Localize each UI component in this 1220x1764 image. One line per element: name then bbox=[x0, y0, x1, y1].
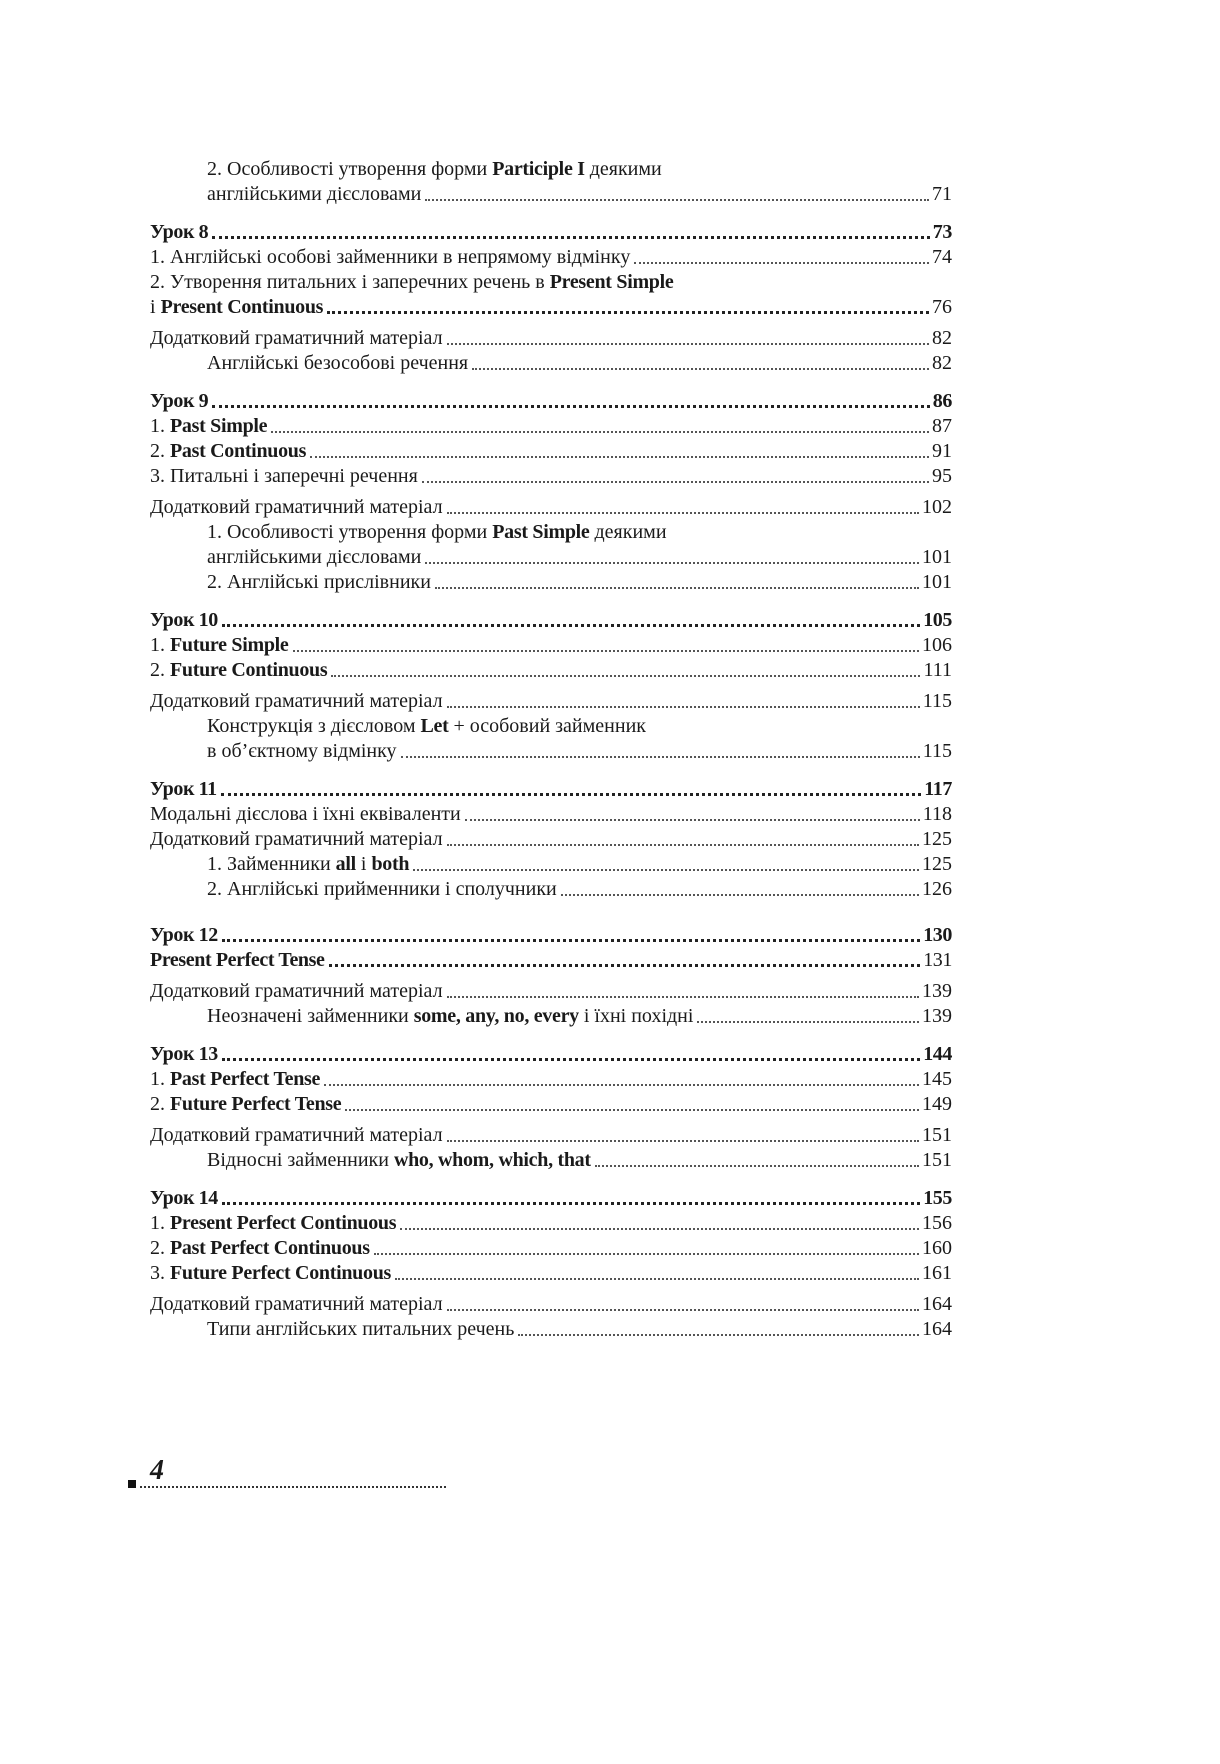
toc-dot-leader bbox=[222, 1202, 920, 1205]
toc-page-number: 126 bbox=[922, 878, 952, 900]
toc-dot-leader bbox=[293, 650, 919, 652]
toc-text: 1. bbox=[150, 634, 170, 656]
toc-page-number: 91 bbox=[932, 440, 952, 462]
toc-dot-leader bbox=[447, 343, 929, 345]
toc-page-number: 117 bbox=[924, 778, 952, 800]
toc-entry-row bbox=[150, 877, 952, 902]
toc-page-number: 74 bbox=[932, 246, 952, 268]
toc-text: Додатковий граматичний матеріал bbox=[150, 496, 443, 518]
toc-text: Англійські безособові речення bbox=[207, 352, 469, 374]
toc-dot-leader bbox=[595, 1165, 919, 1167]
toc-page-number: 86 bbox=[932, 390, 952, 412]
toc-entry-row bbox=[150, 739, 952, 764]
toc-dot-leader bbox=[395, 1278, 919, 1280]
toc-text: деякими bbox=[589, 521, 667, 543]
toc-text: 1. bbox=[150, 1068, 170, 1090]
toc-text: Додатковий граматичний матеріал bbox=[150, 980, 443, 1002]
toc-page-number: 73 bbox=[932, 221, 952, 243]
toc-text: 2. Утворення питальних і заперечних речень в bbox=[150, 271, 550, 293]
toc-page-number: 87 bbox=[932, 415, 952, 437]
toc-entry-row bbox=[150, 1292, 952, 1317]
toc-dot-leader bbox=[465, 819, 920, 821]
toc-term-bold: Present Simple bbox=[549, 271, 674, 293]
toc-term-bold: Future Simple bbox=[170, 634, 289, 656]
toc-page-number: 131 bbox=[923, 949, 952, 971]
toc-page-number: 105 bbox=[923, 609, 952, 631]
toc-text: 2. bbox=[150, 440, 170, 462]
toc-page-number: 151 bbox=[922, 1124, 952, 1146]
toc-text: 2. Англійські прислівники bbox=[207, 571, 431, 593]
toc-entry-label bbox=[207, 157, 662, 182]
toc-entry-label bbox=[150, 495, 443, 520]
toc-page-number: 82 bbox=[932, 352, 952, 374]
toc-dot-leader bbox=[447, 1140, 919, 1142]
toc-text: Додатковий граматичний матеріал bbox=[150, 690, 443, 712]
toc-text: і їхні похідні bbox=[578, 1005, 694, 1027]
toc-dot-leader bbox=[310, 456, 929, 458]
toc-entry-label bbox=[150, 1236, 370, 1261]
toc-entry-row bbox=[150, 245, 952, 270]
toc-entry-label bbox=[207, 852, 409, 877]
toc-heading-row bbox=[150, 389, 952, 414]
toc-page-number: 130 bbox=[923, 924, 952, 946]
toc-page-number: 155 bbox=[923, 1187, 952, 1209]
toc-dot-leader bbox=[472, 368, 929, 370]
toc-text: 1. bbox=[150, 1212, 170, 1234]
toc-text: Урок 14 bbox=[150, 1187, 218, 1209]
toc-dot-leader bbox=[345, 1109, 919, 1111]
toc-term-bold: all bbox=[335, 853, 356, 875]
toc-dot-leader bbox=[221, 793, 922, 796]
toc-spacer bbox=[150, 764, 952, 777]
toc-text: Урок 8 bbox=[150, 221, 209, 243]
toc-term-bold: both bbox=[371, 853, 410, 875]
toc-entry-label bbox=[207, 351, 468, 376]
toc-text: 1. Англійські особові займенники в непрямому відмінку bbox=[150, 246, 631, 268]
toc-dot-leader bbox=[222, 624, 920, 627]
toc-entry-label bbox=[150, 608, 218, 633]
toc-entry-label bbox=[207, 1317, 514, 1342]
toc-entry-row bbox=[150, 979, 952, 1004]
toc-spacer bbox=[150, 207, 952, 220]
toc-entry-row bbox=[150, 852, 952, 877]
toc-entry-label bbox=[150, 633, 289, 658]
toc-entry-label bbox=[150, 220, 208, 245]
toc-entry-label bbox=[150, 270, 673, 295]
toc-entry-row bbox=[150, 495, 952, 520]
toc-entry-label bbox=[150, 1186, 218, 1211]
toc-page-number: 111 bbox=[923, 659, 952, 681]
toc-page-number: 76 bbox=[932, 296, 952, 318]
toc-term-bold: Past Simple bbox=[170, 415, 268, 437]
toc-entry-label bbox=[150, 1261, 391, 1286]
toc-entry-row bbox=[150, 464, 952, 489]
toc-term-bold: Participle I bbox=[492, 158, 585, 180]
toc-entry-row bbox=[150, 1211, 952, 1236]
toc-entry-row bbox=[150, 1123, 952, 1148]
toc-text: Додатковий граматичний матеріал bbox=[150, 828, 443, 850]
toc-page-number: 101 bbox=[922, 546, 952, 568]
toc-entry-label bbox=[150, 1042, 218, 1067]
toc-text: 1. bbox=[150, 415, 170, 437]
toc-entry-label bbox=[150, 1123, 443, 1148]
toc-entry-label bbox=[207, 877, 557, 902]
toc-text: англійськими дієсловами bbox=[207, 546, 422, 568]
toc-text: деякими bbox=[584, 158, 662, 180]
toc-heading-row bbox=[150, 777, 952, 802]
toc-text: + особовий займенник bbox=[448, 715, 646, 737]
toc-dot-leader bbox=[422, 481, 929, 483]
toc-entry-row bbox=[150, 1236, 952, 1261]
toc-entry-row bbox=[150, 295, 952, 320]
toc-entry-row bbox=[150, 157, 952, 182]
toc-entry-row bbox=[150, 1067, 952, 1092]
toc-page-number: 71 bbox=[932, 183, 952, 205]
toc-page-number: 139 bbox=[922, 980, 952, 1002]
toc-entry-label bbox=[150, 979, 443, 1004]
toc-text: Урок 13 bbox=[150, 1043, 218, 1065]
toc-dot-leader bbox=[401, 756, 920, 758]
toc-page-number: 145 bbox=[922, 1068, 952, 1090]
toc-page-number: 106 bbox=[922, 634, 952, 656]
toc-page-number: 164 bbox=[922, 1318, 952, 1340]
toc-text: і bbox=[355, 853, 372, 875]
toc-entry-label bbox=[207, 714, 646, 739]
toc-term-bold: who, whom, which, that bbox=[393, 1149, 591, 1171]
toc-entry-label bbox=[150, 923, 218, 948]
toc-entry-row bbox=[150, 1317, 952, 1342]
toc-entry-row bbox=[150, 570, 952, 595]
toc-entry-row bbox=[150, 270, 952, 295]
toc-text: Модальні дієслова і їхні еквіваленти bbox=[150, 803, 461, 825]
toc-entry-row bbox=[150, 1092, 952, 1117]
toc-text: Відносні займенники bbox=[207, 1149, 394, 1171]
toc-entry-label bbox=[207, 739, 397, 764]
toc-text: Типи англійських питальних речень bbox=[207, 1318, 515, 1340]
toc-page-number: 118 bbox=[922, 803, 952, 825]
toc-text: Додатковий граматичний матеріал bbox=[150, 327, 443, 349]
toc-dot-leader bbox=[212, 405, 930, 408]
toc-dot-leader bbox=[425, 199, 929, 201]
toc-entry-label bbox=[150, 326, 443, 351]
toc-dot-leader bbox=[561, 894, 919, 896]
toc-text: 1. Особливості утворення форми bbox=[207, 521, 493, 543]
toc-page-number: 156 bbox=[922, 1212, 952, 1234]
toc-entry-label bbox=[150, 827, 443, 852]
toc-page-number: 82 bbox=[932, 327, 952, 349]
toc-entry-row bbox=[150, 827, 952, 852]
toc-dot-leader bbox=[400, 1228, 919, 1230]
toc-entry-label bbox=[207, 182, 421, 207]
toc-entry-label bbox=[150, 948, 325, 973]
toc-entry-label bbox=[150, 802, 461, 827]
toc-entry-label bbox=[207, 570, 431, 595]
toc-entry-row bbox=[150, 1261, 952, 1286]
toc-entry-label bbox=[150, 658, 327, 683]
toc-entry-row bbox=[150, 633, 952, 658]
toc-entry-label bbox=[150, 689, 443, 714]
toc-dot-leader bbox=[447, 512, 919, 514]
toc-text: 2. bbox=[150, 1237, 170, 1259]
toc-text: в об’єктному відмінку bbox=[207, 740, 397, 762]
toc-text: Урок 11 bbox=[150, 778, 217, 800]
toc-entry-label bbox=[150, 439, 306, 464]
toc-term-bold: some, any, no, every bbox=[413, 1005, 579, 1027]
toc-text: 1. Займенники bbox=[207, 853, 336, 875]
toc-dot-leader bbox=[697, 1021, 919, 1023]
toc-entry-row bbox=[150, 1004, 952, 1029]
toc-entry-row bbox=[150, 182, 952, 207]
toc-entry-row bbox=[150, 326, 952, 351]
toc-dot-leader bbox=[329, 964, 921, 967]
toc-dot-leader bbox=[425, 562, 919, 564]
footer-square-marker bbox=[128, 1480, 136, 1488]
toc-heading-row bbox=[150, 608, 952, 633]
toc-dot-leader bbox=[324, 1084, 919, 1086]
toc-dot-leader bbox=[374, 1253, 919, 1255]
table-of-contents bbox=[150, 157, 952, 1342]
toc-entry-label bbox=[150, 245, 630, 270]
toc-page-number: 149 bbox=[922, 1093, 952, 1115]
toc-text: Додатковий граматичний матеріал bbox=[150, 1124, 443, 1146]
toc-text: англійськими дієсловами bbox=[207, 183, 422, 205]
toc-entry-row bbox=[150, 714, 952, 739]
toc-dot-leader bbox=[435, 587, 919, 589]
toc-term-bold: Past Perfect Tense bbox=[170, 1068, 321, 1090]
toc-term-bold: Future Perfect Tense bbox=[170, 1093, 342, 1115]
toc-page-number: 151 bbox=[922, 1149, 952, 1171]
toc-term-bold: Let bbox=[420, 715, 449, 737]
toc-heading-row bbox=[150, 1186, 952, 1211]
toc-dot-leader bbox=[331, 675, 920, 677]
toc-spacer bbox=[150, 376, 952, 389]
toc-dot-leader bbox=[413, 869, 919, 871]
toc-entry-label bbox=[150, 1092, 341, 1117]
toc-text: 2. bbox=[150, 659, 170, 681]
toc-text: Конструкція з дієсловом bbox=[207, 715, 421, 737]
toc-dot-leader bbox=[518, 1334, 919, 1336]
footer-dotted-rule bbox=[140, 1486, 446, 1488]
toc-page-number: 144 bbox=[923, 1043, 952, 1065]
toc-page-number: 102 bbox=[922, 496, 952, 518]
toc-entry-label bbox=[207, 1148, 591, 1173]
toc-dot-leader bbox=[222, 939, 920, 942]
toc-entry-label bbox=[150, 464, 418, 489]
toc-entry-row bbox=[150, 689, 952, 714]
toc-text: 2. bbox=[150, 1093, 170, 1115]
toc-term-bold: Future Perfect Continuous bbox=[170, 1262, 391, 1284]
toc-page-number: 125 bbox=[922, 853, 952, 875]
toc-text: Неозначені займенники bbox=[207, 1005, 414, 1027]
toc-text: Урок 9 bbox=[150, 390, 209, 412]
page-number: 4 bbox=[150, 1455, 164, 1486]
toc-entry-label bbox=[150, 1067, 320, 1092]
toc-spacer bbox=[150, 1029, 952, 1042]
toc-text: 3. Питальні і заперечні речення bbox=[150, 465, 418, 487]
toc-entry-row bbox=[150, 351, 952, 376]
toc-dot-leader bbox=[447, 706, 920, 708]
toc-term-bold: Present Perfect Continuous bbox=[170, 1212, 397, 1234]
toc-entry-label bbox=[150, 1292, 443, 1317]
toc-entry-label bbox=[207, 545, 421, 570]
toc-entry-label bbox=[150, 414, 267, 439]
toc-term-bold: Past Perfect Continuous bbox=[170, 1237, 370, 1259]
toc-entry-label bbox=[150, 389, 208, 414]
toc-entry-label bbox=[207, 1004, 693, 1029]
toc-dot-leader bbox=[222, 1058, 920, 1061]
toc-entry-label bbox=[207, 520, 667, 545]
toc-entry-row bbox=[150, 439, 952, 464]
toc-spacer bbox=[150, 595, 952, 608]
toc-text: 2. Англійські прийменники і сполучники bbox=[207, 878, 557, 900]
toc-text: Present Perfect Tense bbox=[150, 949, 325, 971]
toc-page-number: 115 bbox=[922, 740, 952, 762]
toc-text: Урок 12 bbox=[150, 924, 218, 946]
toc-text: Додатковий граматичний матеріал bbox=[150, 1293, 443, 1315]
toc-entry-row bbox=[150, 1148, 952, 1173]
toc-heading-row bbox=[150, 220, 952, 245]
toc-dot-leader bbox=[212, 236, 930, 239]
toc-text: Урок 10 bbox=[150, 609, 218, 631]
toc-page-number: 101 bbox=[922, 571, 952, 593]
toc-page-number: 164 bbox=[922, 1293, 952, 1315]
toc-heading-row bbox=[150, 923, 952, 948]
toc-heading-row bbox=[150, 948, 952, 973]
toc-page-number: 139 bbox=[922, 1005, 952, 1027]
toc-term-bold: Past Continuous bbox=[170, 440, 307, 462]
toc-entry-row bbox=[150, 545, 952, 570]
toc-entry-row bbox=[150, 658, 952, 683]
toc-heading-row bbox=[150, 1042, 952, 1067]
toc-dot-leader bbox=[447, 1309, 919, 1311]
toc-term-bold: Past Simple bbox=[492, 521, 590, 543]
toc-page-number: 115 bbox=[922, 690, 952, 712]
toc-dot-leader bbox=[271, 431, 929, 433]
toc-entry-row bbox=[150, 802, 952, 827]
toc-text: 3. bbox=[150, 1262, 170, 1284]
toc-dot-leader bbox=[327, 311, 929, 314]
toc-dot-leader bbox=[447, 996, 919, 998]
toc-entry-label bbox=[150, 1211, 396, 1236]
toc-entry-label bbox=[150, 295, 323, 320]
toc-spacer bbox=[150, 1173, 952, 1186]
toc-entry-row bbox=[150, 520, 952, 545]
toc-dot-leader bbox=[634, 262, 929, 264]
toc-entry-row bbox=[150, 414, 952, 439]
toc-dot-leader bbox=[447, 844, 919, 846]
toc-term-bold: Future Continuous bbox=[170, 659, 328, 681]
toc-page-number: 161 bbox=[922, 1262, 952, 1284]
toc-term-bold: Present Continuous bbox=[160, 296, 324, 318]
toc-page-number: 160 bbox=[922, 1237, 952, 1259]
toc-text: і bbox=[150, 296, 161, 318]
toc-text: 2. Особливості утворення форми bbox=[207, 158, 493, 180]
toc-entry-label bbox=[150, 777, 217, 802]
toc-page-number: 125 bbox=[922, 828, 952, 850]
toc-spacer bbox=[150, 902, 952, 923]
toc-page-number: 95 bbox=[932, 465, 952, 487]
